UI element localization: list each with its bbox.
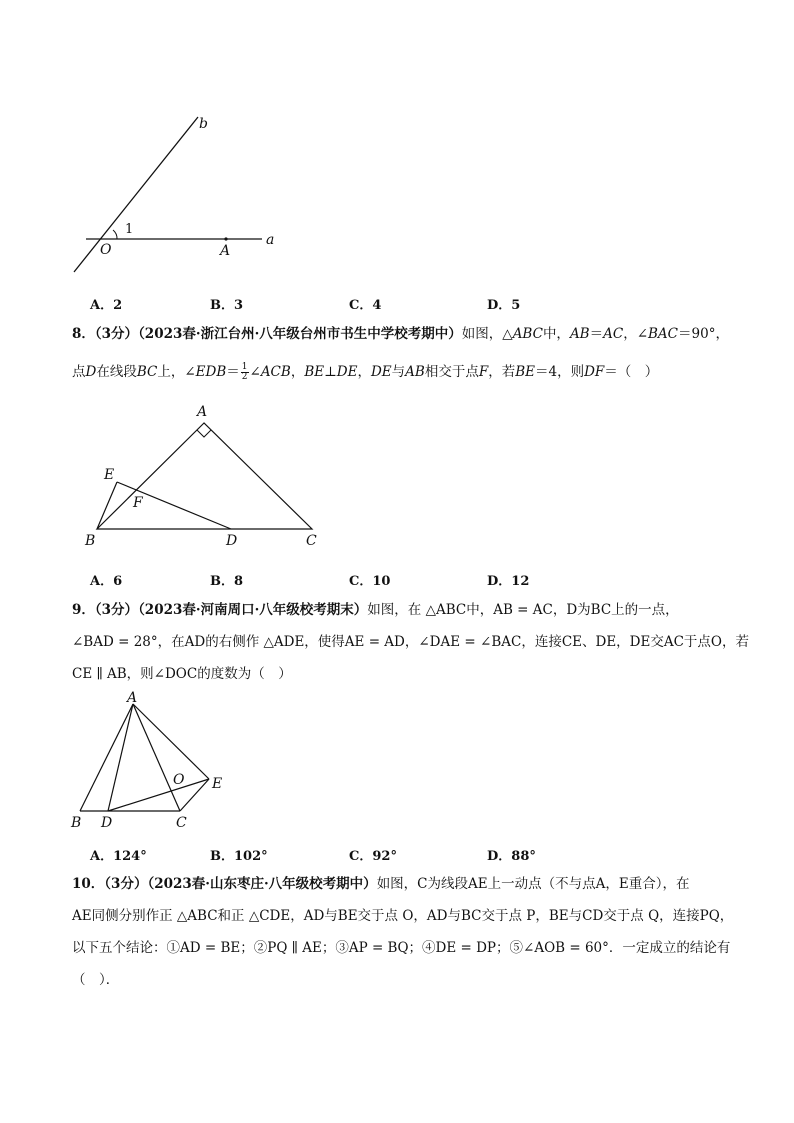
label-A: A bbox=[197, 404, 208, 420]
q8-text: ，若 bbox=[488, 364, 516, 380]
right-angle-mark-A bbox=[197, 430, 211, 437]
q8-option-c[interactable]: C．10 bbox=[349, 574, 391, 589]
q8-text: ，∠ bbox=[623, 326, 649, 342]
q8-text: 中， bbox=[542, 326, 570, 342]
q7-option-d[interactable]: D．5 bbox=[487, 298, 521, 313]
q8-var: F bbox=[478, 364, 489, 380]
q9-line-2: ∠BAD = 28°，在AD的右侧作 △ADE，使得AE = AD，∠DAE = ∠BAC，连接CE、DE，DE交AC于点O，若 bbox=[72, 634, 750, 650]
q8-option-b[interactable]: B．8 bbox=[210, 574, 244, 589]
q8-text: ， bbox=[290, 364, 305, 380]
label-C: C bbox=[176, 815, 187, 831]
q8-text: 相交于点 bbox=[424, 364, 479, 380]
label-F: F bbox=[133, 495, 143, 511]
q8-option-d[interactable]: D．12 bbox=[487, 574, 530, 589]
q10-source: （2023春·山东枣庄·八年级校考期中） bbox=[147, 876, 377, 892]
q8-var: BE bbox=[515, 364, 535, 380]
q8-var: BC bbox=[136, 364, 158, 380]
label-B: B bbox=[85, 533, 96, 549]
label-O: O bbox=[100, 242, 112, 258]
fraction-numerator: 1 bbox=[241, 362, 248, 372]
q9-number: 9． bbox=[72, 602, 95, 618]
q9-figure bbox=[64, 688, 244, 833]
q9-line-3: CE ∥ AB，则∠DOC的度数为（ ） bbox=[72, 666, 292, 682]
q9-text-1: 如图，在 △ABC中，AB = AC，D为BC上的一点， bbox=[367, 602, 679, 618]
q8-text: ∠ bbox=[249, 364, 261, 380]
q8-number: 8． bbox=[72, 326, 95, 342]
label-O: O bbox=[173, 772, 185, 788]
q10-line-3: 以下五个结论：①AD = BE；②PQ ∥ AE；③AP = BQ；④DE = DP；⑤∠AOB = 60°．一定成立的结论有 bbox=[72, 940, 731, 956]
label-D: D bbox=[226, 533, 238, 549]
q8-text: 上，∠ bbox=[157, 364, 196, 380]
q7-options bbox=[90, 294, 730, 314]
q7-option-c[interactable]: C．4 bbox=[349, 298, 382, 313]
segment-AB bbox=[80, 704, 133, 811]
label-E: E bbox=[212, 776, 223, 792]
q8-var: ACB bbox=[260, 364, 291, 380]
q8-text: ＝（ ） bbox=[604, 364, 659, 380]
label-E: E bbox=[104, 467, 115, 483]
label-b: b bbox=[199, 116, 208, 132]
triangle-ABC bbox=[97, 423, 312, 529]
q10-score: （3分） bbox=[104, 876, 148, 892]
q8-var: DE bbox=[370, 364, 392, 380]
q8-var: DF bbox=[584, 364, 605, 380]
q9-option-c[interactable]: C．92° bbox=[349, 849, 397, 864]
q8-text: ， bbox=[357, 364, 371, 380]
label-a: a bbox=[266, 232, 275, 248]
q8-var: BE bbox=[304, 364, 325, 380]
q10-line-1 bbox=[72, 868, 732, 900]
q8-source: （2023春·浙江台州·八年级台州市书生中学校考期中） bbox=[138, 326, 462, 342]
label-A: A bbox=[127, 690, 138, 706]
q8-text: 点 bbox=[72, 364, 86, 380]
q8-option-a[interactable]: A．6 bbox=[90, 574, 123, 589]
q8-var: ABC bbox=[512, 326, 543, 342]
label-angle-1: 1 bbox=[125, 222, 134, 237]
q8-score: （3分） bbox=[94, 326, 139, 342]
q10-stem bbox=[72, 868, 732, 996]
q8-text: 与 bbox=[391, 364, 406, 380]
label-A: A bbox=[220, 243, 231, 259]
segment-AC bbox=[133, 704, 180, 811]
q8-var: AB bbox=[569, 326, 590, 342]
q10-text-1: 如图，C为线段AE上一动点（不与点A，E重合），在 bbox=[376, 876, 690, 892]
q7-option-a[interactable]: A．2 bbox=[90, 298, 123, 313]
fraction-denominator: 2 bbox=[241, 372, 248, 382]
label-C: C bbox=[306, 533, 317, 549]
q9-score: （3分） bbox=[94, 602, 139, 618]
angle-1-arc bbox=[113, 230, 117, 239]
q10-number: 10． bbox=[72, 876, 105, 892]
q8-var: DE bbox=[336, 364, 358, 380]
q8-options bbox=[90, 570, 730, 590]
q7-figure bbox=[60, 105, 300, 285]
q9-stem bbox=[72, 594, 750, 690]
q8-text: ＝ bbox=[226, 364, 240, 380]
q8-var: BAC bbox=[648, 326, 679, 342]
q8-var: AB bbox=[405, 364, 425, 380]
q8-text: 在线段 bbox=[96, 364, 137, 380]
q9-option-b[interactable]: B．102° bbox=[210, 849, 268, 864]
q9-option-a[interactable]: A．124° bbox=[90, 849, 147, 864]
q8-fraction bbox=[241, 363, 249, 382]
q8-var: D bbox=[85, 364, 97, 380]
q10-line-2: AE同侧分别作正 △ABC和正 △CDE，AD与BE交于点 O，AD与BC交于点 P，BE与CD交于点 Q，连接PQ， bbox=[72, 908, 734, 924]
segment-AD bbox=[108, 704, 133, 811]
q8-text: ⊥ bbox=[324, 364, 337, 380]
q8-text: ＝90°， bbox=[678, 326, 729, 342]
q9-option-d[interactable]: D．88° bbox=[487, 849, 536, 864]
q8-figure bbox=[80, 400, 340, 550]
q8-line-1 bbox=[72, 318, 732, 350]
q8-line-2 bbox=[72, 356, 732, 388]
line-b bbox=[74, 117, 198, 272]
segment-AE bbox=[133, 704, 209, 779]
segment-BE bbox=[97, 482, 117, 529]
label-B: B bbox=[71, 815, 82, 831]
q10-line-4: （ ）． bbox=[72, 972, 120, 988]
q8-text: ＝4，则 bbox=[535, 364, 585, 380]
q8-text: ＝ bbox=[589, 326, 604, 342]
q9-source: （2023春·河南周口·八年级校考期末） bbox=[138, 602, 368, 618]
q9-line-1 bbox=[72, 594, 732, 626]
q8-stem bbox=[72, 318, 732, 388]
q7-option-b[interactable]: B．3 bbox=[210, 298, 244, 313]
q8-var: EDB bbox=[195, 364, 227, 380]
point-A-dot bbox=[224, 237, 227, 240]
q9-options bbox=[90, 845, 730, 865]
q8-text: 如图，△ bbox=[461, 326, 513, 342]
label-D: D bbox=[101, 815, 113, 831]
q8-var: AC bbox=[603, 326, 624, 342]
